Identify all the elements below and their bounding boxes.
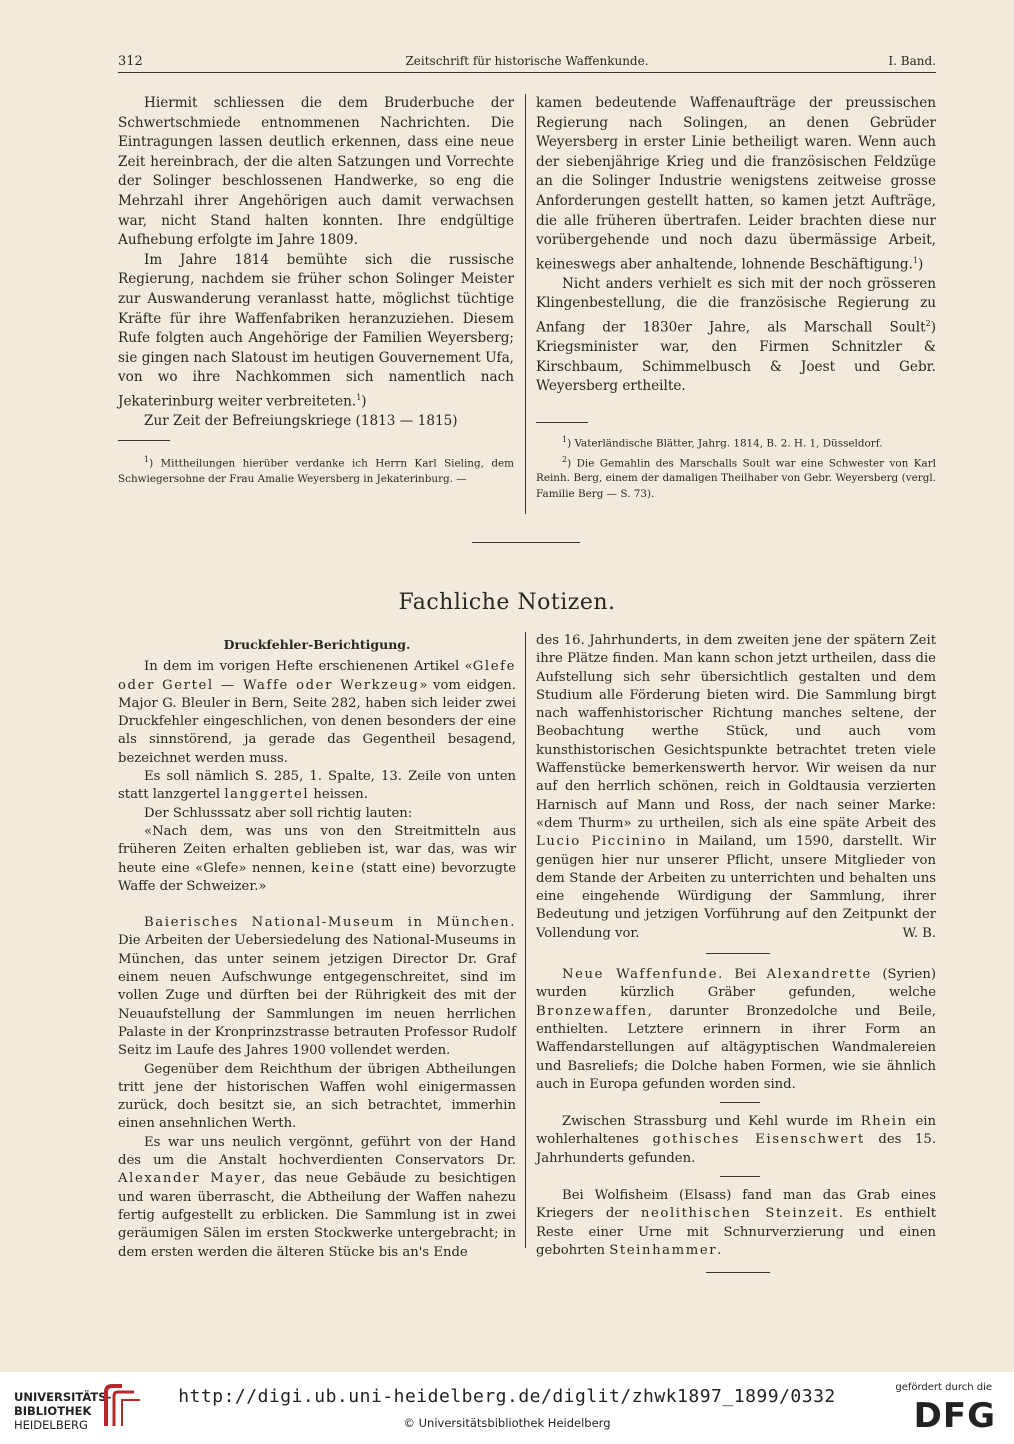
note-separator bbox=[706, 953, 770, 954]
viewer-footer bbox=[0, 1372, 1014, 1444]
library-name: UNIVERSITÄTS- BIBLIOTHEK HEIDELBERG bbox=[14, 1390, 112, 1432]
column-divider bbox=[525, 632, 526, 1248]
paragraph: Zur Zeit der Befreiungskriege (1813 — 1815) bbox=[144, 413, 458, 430]
paragraph: Nicht anders verhielt es sich mit der noch grösseren Klingenbestellung, die die französische Regierung zu Anfang der 1830er Jahre, als Marschall Soult$^2$) Kriegsminister war, den Firmen Schnitzler & Kirschbaum, Schimmelbusch & Joest und Gebr. Weyersberg ertheilte. bbox=[536, 275, 936, 395]
paragraph: In dem im vorigen Hefte erschienenen Artikel «Glefe oder Gertel — Waffe oder Werkzeug» vom eidgen. Major G. Bleuler in Bern, Seite 282, haben sich leider zwei Druckfehler eingeschlichen, von denen besonders der eine als sinnstörend, ja gerade das Gegentheil besagend, bezeichnet werden muss. bbox=[118, 659, 516, 766]
paragraph: Es war uns neulich vergönnt, geführt von der Hand des um die Anstalt hochverdienten Conservators Dr. Alexander Mayer, das neue Gebäude zu besichtigen und waren überrascht, die Abtheilung der Waffen nahezu fertig aufgestellt zu erblicken. Die Sammlung ist in zwei geräumigen Sälen im ersten Stockwerke untergebracht; in dem ersten werden die älteren Stücke bis an's Ende bbox=[118, 1134, 516, 1260]
funder-caption: gefördert durch die bbox=[895, 1382, 992, 1393]
footnote: $^2$) Die Gemahlin des Marschalls Soult war eine Schwester von Karl Reinh. Berg, einem der damaligen Theilhaber von Gebr. Weyersberg (vergl. Familie Berg — S. 73). bbox=[536, 454, 936, 500]
column-divider bbox=[525, 94, 526, 514]
footnote-ref[interactable]: 1 bbox=[912, 255, 919, 265]
note-separator bbox=[706, 1272, 770, 1273]
journal-title: Zeitschrift für historische Waffenkunde. bbox=[405, 54, 649, 68]
paragraph: Es soll nämlich S. 285, 1. Spalte, 13. Zeile von unten statt lanzgertel langgertel heissen. bbox=[118, 769, 516, 803]
footnote: $^1$) Mittheilungen hierüber verdanke ich Herrn Karl Sieling, dem Schwiegersohne der Frau Amalie Weyersberg in Jekaterinburg. — bbox=[118, 455, 514, 485]
footnote-rule bbox=[118, 440, 170, 441]
note-separator bbox=[720, 1176, 760, 1177]
paragraph: Baierisches National-Museum in München. Die Arbeiten der Uebersiedelung des National-Museums in München, das unter seinem jetzigen Director Dr. Graf einem neuen Aufschwunge entgegenschreitet, sind im vollen Zuge und dürften bei der Rührigkeit des mit der Neuaufstellung der Sammlungen im neuen herrlichen Palaste in der Kronprinzstrasse betrauten Professor Rudolf Seitz im Laufe des Jahres 1900 vollendet werden. bbox=[118, 915, 516, 1059]
footnote-ref[interactable]: 1 bbox=[356, 392, 362, 402]
paragraph: des 16. Jahrhunderts, in dem zweiten jene der spätern Zeit ihre Plätze finden. Man kann schon jetzt urtheilen, dass die Aufstellung sich sehr übersichtlich gestalten und dem Studium alle Förderung bieten wird. Die Sammlung birgt nach waffenhistorischer Richtung manches seltene, der Beobachtung werthe Stück, und auch vom kunsthistorischen Gesichtspunkte betrachtet treten viele Waffenstücke bemerkenswerth hervor. Wir weisen da nur auf den herrlich schönen, reich in Goldtausia verzierten Harnisch auf Mann und Ross, der nach seiner Marke: «dem Thurm» zu urtheilen, sich als eine späte Arbeit des Lucio Piccinino in Mailand, um 1590, darstellt. Wir genügen hier nur unserer Pflicht, unsere Mitglieder von dem Stande der Arbeiten zu unterrichten und behalten uns eine eingehende Würdigung der Sammlung, ihrer Bedeutung und jetzigen Vorführung auf den Zeitpunkt der Vollendung vor. W. B. bbox=[536, 632, 936, 943]
copyright-notice: © Universitätsbibliothek Heidelberg bbox=[403, 1416, 611, 1430]
paragraph: «Nach dem, was uns von den Streitmitteln aus früheren Zeiten erhalten geblieben ist, war das, was wir heute eine «Glefe» nennen, keine (statt eine) bevorzugte Waffe der Schweizer.» bbox=[118, 823, 517, 894]
section-separator bbox=[472, 542, 580, 543]
paragraph: Gegenüber dem Reichthum der übrigen Abtheilungen tritt jene der historischen Waffen wohl einigermassen zurück, doch besitzt sie, an sich betrachtet, immerhin einen ansehnlichen Werth. bbox=[118, 1061, 516, 1132]
footnote: $^1$) Vaterländische Blätter, Jahrg. 1814, B. 2. H. 1, Düsseldorf. bbox=[562, 435, 883, 450]
dfg-logo: DFG bbox=[913, 1396, 996, 1436]
section-title: Fachliche Notizen. bbox=[398, 590, 616, 615]
article-column-right bbox=[536, 94, 936, 397]
volume-label: I. Band. bbox=[888, 54, 936, 68]
notes-column-left bbox=[118, 636, 516, 1262]
paragraph: Der Schlusssatz aber soll richtig lauten: bbox=[144, 805, 413, 821]
page-number: 312 bbox=[118, 54, 143, 69]
footnotes-right bbox=[536, 432, 936, 502]
permalink-url[interactable]: http://digi.ub.uni-heidelberg.de/diglit/zhwk1897_1899/0332 bbox=[178, 1386, 836, 1407]
paragraph: kamen bedeutende Waffenaufträge der preussischen Regierung nach Solingen, an denen Gebrüder Weyersberg in erster Linie betheiligt waren. Wenn auch der siebenjährige Krieg und die französischen Feldzüge an die Solinger Industrie wenigstens zeitweise grosse Anforderungen gestellt hatten, so kamen jetzt Aufträge, die alle früheren übertrafen. Leider brachten diese nur vorübergehende und noch dazu übermässige Arbeit, keineswegs aber anhaltende, lohnende Beschäftigung.$^1$) bbox=[536, 95, 936, 273]
header-rule bbox=[118, 72, 936, 73]
running-header bbox=[118, 54, 936, 72]
paragraph: Bei Wolfisheim (Elsass) fand man das Grab eines Kriegers der neolithischen Steinzeit. Es enthielt Reste einer Urne mit Schnurverzierung und einen gebohrten Steinhammer. bbox=[536, 1188, 936, 1258]
paragraph: Zwischen Strassburg und Kehl wurde im Rhein ein wohlerhaltenes gothisches Eisenschwert des 15. Jahrhunderts gefunden. bbox=[536, 1114, 937, 1166]
spacer bbox=[118, 896, 516, 914]
note-heading: Druckfehler-Berichtigung. bbox=[223, 637, 411, 652]
paragraph: Im Jahre 1814 bemühte sich die russische Regierung, nachdem sie früher schon Solinger Meister zur Auswanderung veranlasst hatte, möglichst tüchtige Kräfte für ihre Waffenfabriken heranzuziehen. Diesem Rufe folgten auch Angehörige der Familien Weyersberg; sie gingen nach Slatoust im heutigen Gouvernement Ufa, von wo ihre Nachkommen sich namentlich nach Jekaterinburg weiter verbreiteten.$^1$) bbox=[118, 251, 514, 410]
footnotes-left bbox=[118, 452, 514, 487]
article-column-left bbox=[118, 94, 514, 432]
footnote-rule bbox=[536, 422, 588, 423]
paragraph: Neue Waffenfunde. Bei Alexandrette (Syrien) wurden kürzlich Gräber gefunden, welche Bronzewaffen, darunter Bronzedolche und Beile, enthielten. Letztere erinnern in ihrer Form an Waffendarstellungen auf altägyptischen Wandmalereien und Basreliefs; die Dolche haben Formen, wie sie ähnlich auch in Europa gefunden worden sind. bbox=[536, 967, 936, 1092]
signature: W. B. bbox=[902, 925, 936, 941]
notes-column-right bbox=[536, 632, 936, 1273]
footnote-ref[interactable]: 2 bbox=[925, 319, 931, 329]
note-separator bbox=[720, 1102, 760, 1103]
paragraph: Hiermit schliessen die dem Bruderbuche der Schwertschmiede entnommenen Nachrichten. Die Eintragungen lassen deutlich erkennen, dass eine neue Zeit hereinbrach, der die alten Satzungen und Vorrechte der Solinger beschlossenen Handwerke, so eng die Mehrzahl ihrer Angehörigen auch damit verwachsen war, nicht Stand halten konnten. Ihre endgültige Aufhebung erfolgte im Jahre 1809. bbox=[118, 95, 514, 249]
